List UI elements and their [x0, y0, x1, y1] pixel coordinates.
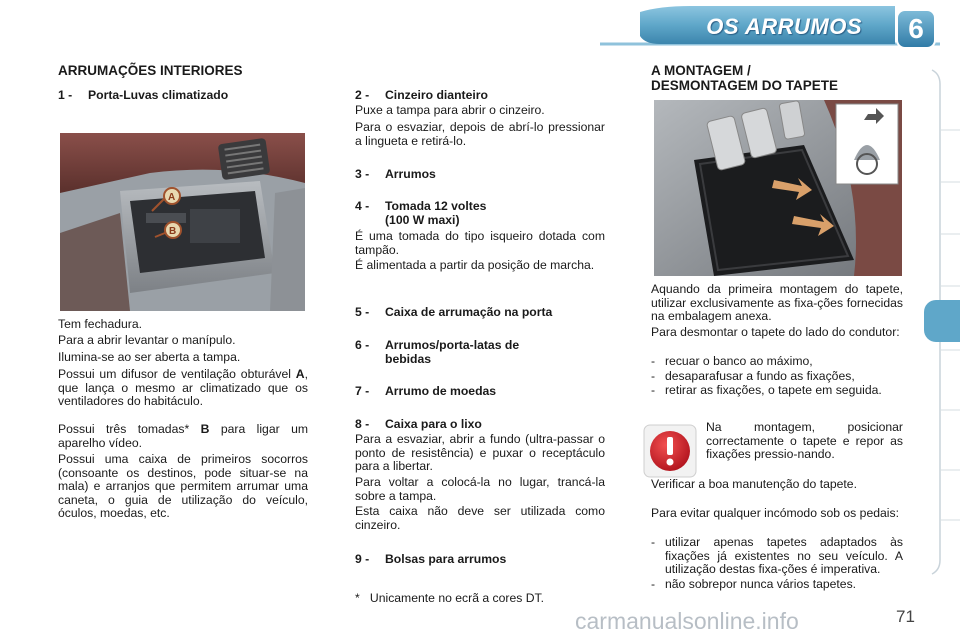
list-item: - desaparafusar a fundo as fixações,	[651, 370, 903, 384]
item-9-heading: 9 - Bolsas para arrumos	[355, 552, 507, 566]
label-a: A	[168, 192, 176, 203]
text-ashtray-open: Puxe a tampa para abrir o cinzeiro.	[355, 103, 545, 117]
remove-steps-list	[651, 355, 903, 399]
text-pedal-intro: Para evitar qualquer incómodo sob os pedais:	[651, 506, 899, 520]
list-item: - recuar o banco ao máximo,	[651, 355, 903, 369]
item-7-heading: 7 - Arrumo de moedas	[355, 384, 497, 398]
item-4-heading: 4 - Tomada 12 voltes (100 W maxi)	[355, 199, 487, 227]
carpet-photo	[654, 100, 902, 276]
text-lock: Tem fechadura.	[58, 317, 143, 331]
label-b: B	[169, 226, 177, 237]
warning-icon	[640, 421, 700, 481]
text-socket-type: É uma tomada do tipo isqueiro dotada com tampão.	[355, 229, 605, 257]
glovebox-photo	[60, 133, 305, 311]
list-item: - retirar as fixações, o tapete em seguida.	[651, 384, 903, 398]
item-1-heading: 1 - Porta-Luvas climatizado	[58, 88, 229, 102]
list-item: - não sobrepor nunca vários tapetes.	[651, 578, 903, 592]
text-light: Ilumina-se ao ser aberta a tampa.	[58, 350, 241, 364]
text-first-aid: Possui uma caixa de primeiros socorros (consoante os destinos, pode situar-se na mala) e arranjos que permitem arrumar uma caneta, o guia de utilização do veículo, óculos, moedas, etc.	[58, 452, 308, 521]
text-bin-replace: Para voltar a colocá-la no lugar, trancá-la sobre a tampa.	[355, 475, 605, 503]
item-6-heading: 6 - Arrumos/porta-latas de bebidas	[355, 338, 520, 366]
text-remove-intro: Para desmontar o tapete do lado do condutor:	[651, 325, 900, 339]
text-vent: Possui um difusor de ventilação obturável A, que lança o mesmo ar climatizado que os ventiladores do habitáculo.	[58, 367, 308, 409]
item-2-heading: 2 - Cinzeiro dianteiro	[355, 88, 488, 102]
list-item: - utilizar apenas tapetes adaptados às fixações já existentes no seu veículo. A utilização destas fixa-ções é imperativa.	[651, 536, 903, 577]
watermark: carmanualsonline.info	[575, 608, 799, 634]
item-5-heading: 5 - Caixa de arrumação na porta	[355, 305, 553, 319]
section-title-carpet: A MONTAGEM / DESMONTAGEM DO TAPETE	[651, 63, 839, 93]
section-title-interior: ARRUMAÇÕES INTERIORES	[58, 63, 243, 78]
item-3-heading: 3 - Arrumos	[355, 167, 436, 181]
text-check-carpet: Verificar a boa manutenção do tapete.	[651, 477, 857, 491]
text-first-fit: Aquando da primeira montagem do tapete, utilizar exclusivamente as fixa-ções fornecidas na embalagem anexa.	[651, 282, 903, 324]
pedal-tips-list	[651, 536, 903, 592]
footnote: * Unicamente no ecrã a cores DT.	[355, 591, 544, 605]
text-open: Para a abrir levantar o manípulo.	[58, 333, 236, 347]
active-chapter-tab[interactable]	[924, 300, 960, 342]
item-8-heading: 8 - Caixa para o lixo	[355, 417, 482, 431]
text-sockets: Possui três tomadas* B para ligar um aparelho vídeo.	[58, 422, 308, 450]
text-bin-empty: Para a esvaziar, abrir a fundo (ultra-passar o ponto de resistência) e puxar o receptáculo para a libertar.	[355, 432, 605, 474]
page-number: 71	[896, 607, 915, 626]
text-bin-warning: Esta caixa não deve ser utilizada como cinzeiro.	[355, 504, 605, 532]
chapter-number: 6	[908, 13, 924, 44]
warning-text: Na montagem, posicionar correctamente o tapete e repor as fixações pressio-nando.	[706, 420, 903, 462]
page-title: OS ARRUMOS	[706, 14, 862, 39]
text-ashtray-empty: Para o esvaziar, depois de abrí-lo pressionar a lingueta e retirá-lo.	[355, 120, 605, 148]
text-socket-power: É alimentada a partir da posição de marcha.	[355, 258, 595, 272]
